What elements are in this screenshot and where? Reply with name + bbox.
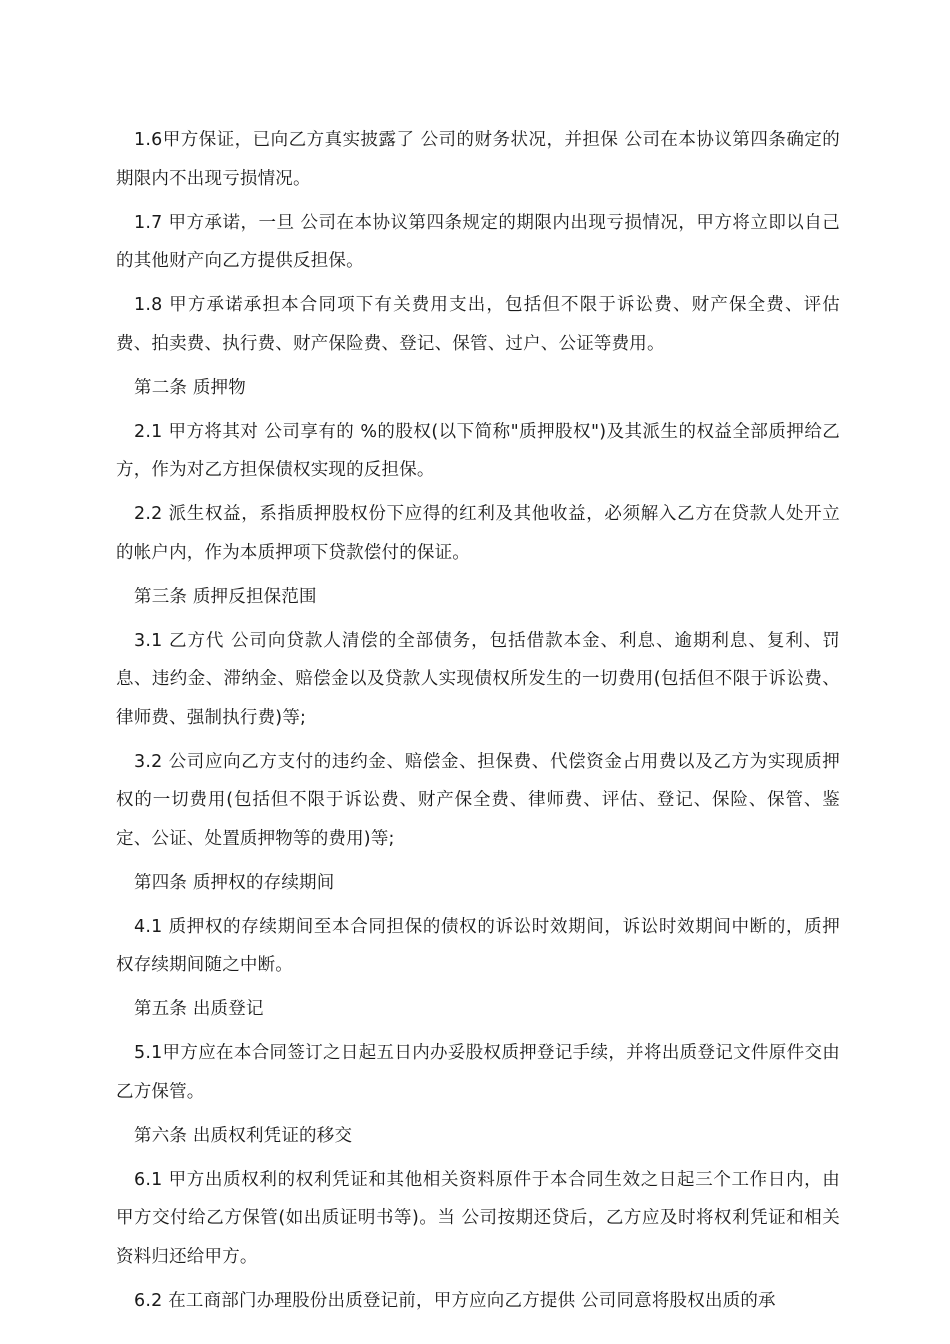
clause-5-1: 5.1甲方应在本合同签订之日起五日内办妥股权质押登记手续，并将出质登记文件原件交由乙方保管。 (116, 1043, 840, 1102)
article-3-heading: 第三条 质押反担保范围 (134, 586, 317, 607)
clause-2-1: 2.1 甲方将其对 公司享有的 %的股权(以下简称"质押股权")及其派生的权益全部质押给乙方，作为对乙方担保债权实现的反担保。 (116, 421, 840, 480)
clause-3-1: 3.1 乙方代 公司向贷款人清偿的全部债务，包括借款本金、利息、逾期利息、复利、罚息、违约金、滞纳金、赔偿金以及贷款人实现债权所发生的一切费用(包括但不限于诉讼费、律师费、强制执行费)等; (116, 630, 840, 728)
clause-1-8: 1.8 甲方承诺承担本合同项下有关费用支出，包括但不限于诉讼费、财产保全费、评估费、拍卖费、执行费、财产保险费、登记、保管、过户、公证等费用。 (116, 295, 840, 354)
clause-1-7: 1.7 甲方承诺，一旦 公司在本协议第四条规定的期限内出现亏损情况，甲方将立即以自己的其他财产向乙方提供反担保。 (116, 212, 840, 271)
article-4-heading: 第四条 质押权的存续期间 (134, 872, 335, 893)
clause-3-2: 3.2 公司应向乙方支付的违约金、赔偿金、担保费、代偿资金占用费以及乙方为实现质押权的一切费用(包括但不限于诉讼费、财产保全费、律师费、评估、登记、保险、保管、鉴定、公证、处置质押物等的费用)等; (116, 751, 840, 849)
clause-2-2: 2.2 派生权益，系指质押股权份下应得的红利及其他收益，必须解入乙方在贷款人处开立的帐户内，作为本质押项下贷款偿付的保证。 (116, 504, 840, 563)
document-page (116, 121, 840, 1326)
clause-1-6: 1.6甲方保证，已向乙方真实披露了 公司的财务状况，并担保 公司在本协议第四条确定的期限内不出现亏损情况。 (116, 130, 840, 189)
clause-6-2: 6.2 在工商部门办理股份出质登记前，甲方应向乙方提供 公司同意将股权出质的承 (134, 1290, 776, 1311)
clause-4-1: 4.1 质押权的存续期间至本合同担保的债权的诉讼时效期间，诉讼时效期间中断的，质押权存续期间随之中断。 (116, 916, 840, 975)
article-5-heading: 第五条 出质登记 (134, 999, 264, 1019)
article-6-heading: 第六条 出质权利凭证的移交 (134, 1125, 353, 1146)
article-2-heading: 第二条 质押物 (134, 377, 246, 398)
clause-6-1: 6.1 甲方出质权利的权利凭证和其他相关资料原件于本合同生效之日起三个工作日内，由甲方交付给乙方保管(如出质证明书等)。当 公司按期还贷后，乙方应及时将权利凭证和相关资料归还给甲方。 (116, 1169, 840, 1267)
